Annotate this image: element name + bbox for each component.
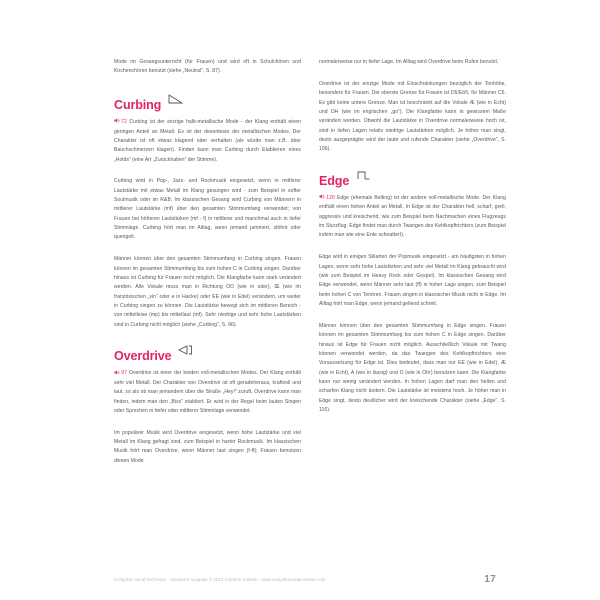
left-column xyxy=(114,58,301,548)
section-heading-edge xyxy=(319,172,506,187)
speaker-icon xyxy=(114,118,120,127)
paragraph-overdrive-1 xyxy=(114,369,301,416)
section-heading-overdrive xyxy=(114,347,301,362)
curbing-mode-triangle-icon xyxy=(168,91,183,109)
overdrive-mode-wedge-icon xyxy=(178,342,193,360)
edge-mode-block-icon xyxy=(356,167,371,185)
paragraph-overdrive-continuation: normalerweise nur in tiefer Lage. Im Alltag wird Overdrive beim Rufen benutzt. xyxy=(319,59,499,65)
intro-paragraph: Mode im Gesangsunterricht (für Frauen) und wird oft in Schulchören und Kirchenchören benutzt (siehe „Neutral“, S. 87). xyxy=(114,59,301,75)
two-column-layout xyxy=(114,58,506,548)
track-number-edge: 120 xyxy=(326,194,335,201)
speaker-icon xyxy=(319,194,325,203)
audio-track-marker-curbing xyxy=(114,119,127,125)
track-number-curbing: 72 xyxy=(121,118,128,125)
paragraph-overdrive-2: Im populärer Musik wird Overdrive eingesetzt, wenn hohe Lautstärke und viel Metall im Klang gefragt sind, zum Beispiel in harter Rockmusik. Im klassischen Musik hört man Overdrive, wenn Männer laut singen (f-ff); Frauen benutzen diesen Mode xyxy=(114,429,301,464)
track-number-overdrive: 97 xyxy=(121,370,128,377)
paragraph-edge-2: Edge wird in einigen Stilarten der Popmusik eingesetzt - am häufigsten in hohen Lagen, wenn sehr hohe Lautstärken und sehr viel Metall im Klang gebraucht wird (wie zum Beispiel im Heavy Rock oder Gospel). Im klassischen Gesang wird Edge verwendet, wenn Männer sehr laut (ff) in hoher Lage singen, zum Beispiel beim hohen C von Tenören. Frauen singen in klassischer Musik nicht in Edge. Im Alltag hört man Edge, wenn jemand gellend schreit. xyxy=(319,254,506,308)
paragraph-curbing-2: Curbing wird in Pop-, Jazz- und Rockmusik eingesetzt, wenn in mittlerer Lautstärke mit etwas Metall im Klang gesungen wird - zum Beispiel in softer Soulmusik oder im R&B. Im klassischen Gesang wird Curbing von Männern in mittlerer Lautstärke (mf) über den gesamten Stimmumfang verwendet; von Frauen bei höheren Lautstärken (mf - f) in mittlerer und manchmal auch in tiefer Stimmlage. Curbing hört man im Alltag, wenn jemand jammert, stöhnt oder quengelt. xyxy=(114,178,301,241)
page-number: 17 xyxy=(484,573,496,585)
heading-label-overdrive: Overdrive xyxy=(114,349,172,364)
section-heading-curbing xyxy=(114,96,301,111)
page-footer xyxy=(114,558,496,600)
audio-track-marker-overdrive xyxy=(114,370,127,376)
paragraph-edge-3: Männer können über den gesamten Stimmumfang in Edge singen. Frauen können im gesamten Stimmumfang bis zum hohen C in Edge singen. Darüber hinaus ist Edge für Frauen nicht möglich. Ausschließlich Vokale mit Twang können verwendet werden, da das Twangen des Kehlkopftrichters eine Voraussetzung für Edge ist. Dies bedeutet, dass man nur EE (wie in Edel), Æ (wie in Echt), A (wie in lässig) und O (wie in Ohr) benutzen kann. Die Klangfarbe kann nur wenig verändert werden. In hohen Lagen darf man den hellen und scharfen Klang nicht ändern. Die Lautstärke ist meistens hoch. Je höher man in Edge singt, desto deutlicher wird der kreischende Charakter (siehe „Edge“, S. 116). xyxy=(319,322,506,413)
speaker-icon xyxy=(114,370,120,379)
heading-label-edge: Edge xyxy=(319,174,350,188)
footer-credit: Complete Vocal Technique - Deutsche Ausgabe © 2013 Cathrine Sadolin - www.completevocalinstitute.com xyxy=(114,576,326,582)
paragraph-edge-1 xyxy=(319,194,506,241)
paragraph-overdrive-3: Overdrive ist der einzige Mode mit Einschränkungen bezüglich der Tonhöhe, besonders für Frauen. Die oberste Grenze für Frauen ist D5/Eb5, für Männer C5. Es gibt keine untere Grenze. Man ist beschränkt auf die Vokale Æ (wie in Echt) und OH (wie im englischen „go“). Die Klangfarbe kann in gewissem Maße verändert werden. Obwohl die Lautstärke in Overdrive normalerweise hoch ist, sind in tiefen Lagen relativ niedrige Lautstärken möglich. Je höher man singt, desto ausgeprägter wird der laute und rufende Charakter (siehe „Overdrive“, S. 106). xyxy=(319,80,506,153)
paragraph-curbing-1-text: Curbing ist der einzige halb-metallische Mode - der Klang enthält einen geringen Anteil an Metall. Es ist der dezenteste der metallischen Modes. Der Charakter ist oft etwas klagend oder verhalten (als würde man z.B. über Bauchschmerzen klagen). Finden kann man Curbing durch Etablieren eines „Holds“ (eine Art „Zurückhalten“ der Stimme). xyxy=(114,118,301,163)
heading-label-curbing: Curbing xyxy=(114,98,162,113)
paragraph-edge-1-text: Edge (ehemals Belting) ist der andere voll-metallische Mode. Der Klang enthält einen hohen Anteil an Metall. In Edge ist der Charakter hell, scharf, grell, aggressiv und kreischend, wie zum Beispiel beim Nachmachen eines Flugzeugs im Sturzflug. Edge findet man durch Twangen des Kehlkopftrichters (zum Beispiel indem man wie eine Ente schnattert). xyxy=(319,194,506,239)
paragraph-curbing-1 xyxy=(114,118,301,165)
right-column xyxy=(319,58,506,548)
paragraph-overdrive-1-text: Overdrive ist einer der beiden voll-metallischen Modes. Der Klang enthält sehr viel Metall. Der Charakter von Overdrive ist oft geradeheraus, kraftvoll und laut, so als ob man jemandem über die Straße „Hey!“ zuruft. Overdrive kann man finden, indem man den „Biss“ etabliert. Er wird in der Regel beim lauten Singen oder Sprechen in tiefer oder mittlerer Stimmlage verwendet. xyxy=(114,370,301,414)
paragraph-curbing-3: Männer können über den gesamten Stimmumfang in Curbing singen. Frauen können im gesamten Stimmumfang bis zum hohen C in Curbing singen. Darüber hinaus ist Curbing für Frauen nicht möglich. Die Klangfarbe kann stark verändert werden. Alle Vokale muss man in Richtung OO (wie in oder), Œ (wie im französischen „vin“ oder e in Hacke) oder EE (wie in Edel) verändern, um weiter in Curbing singen zu können. Die Lautstärke bewegt sich im mittleren Bereich - von mittelleise (mp) bis mittellaut (mf). Sehr niedrige und sehr hohe Lautstärken sind in Curbing nicht möglich (siehe „Curbing“, S. 96). xyxy=(114,256,301,328)
audio-track-marker-edge xyxy=(319,195,335,201)
